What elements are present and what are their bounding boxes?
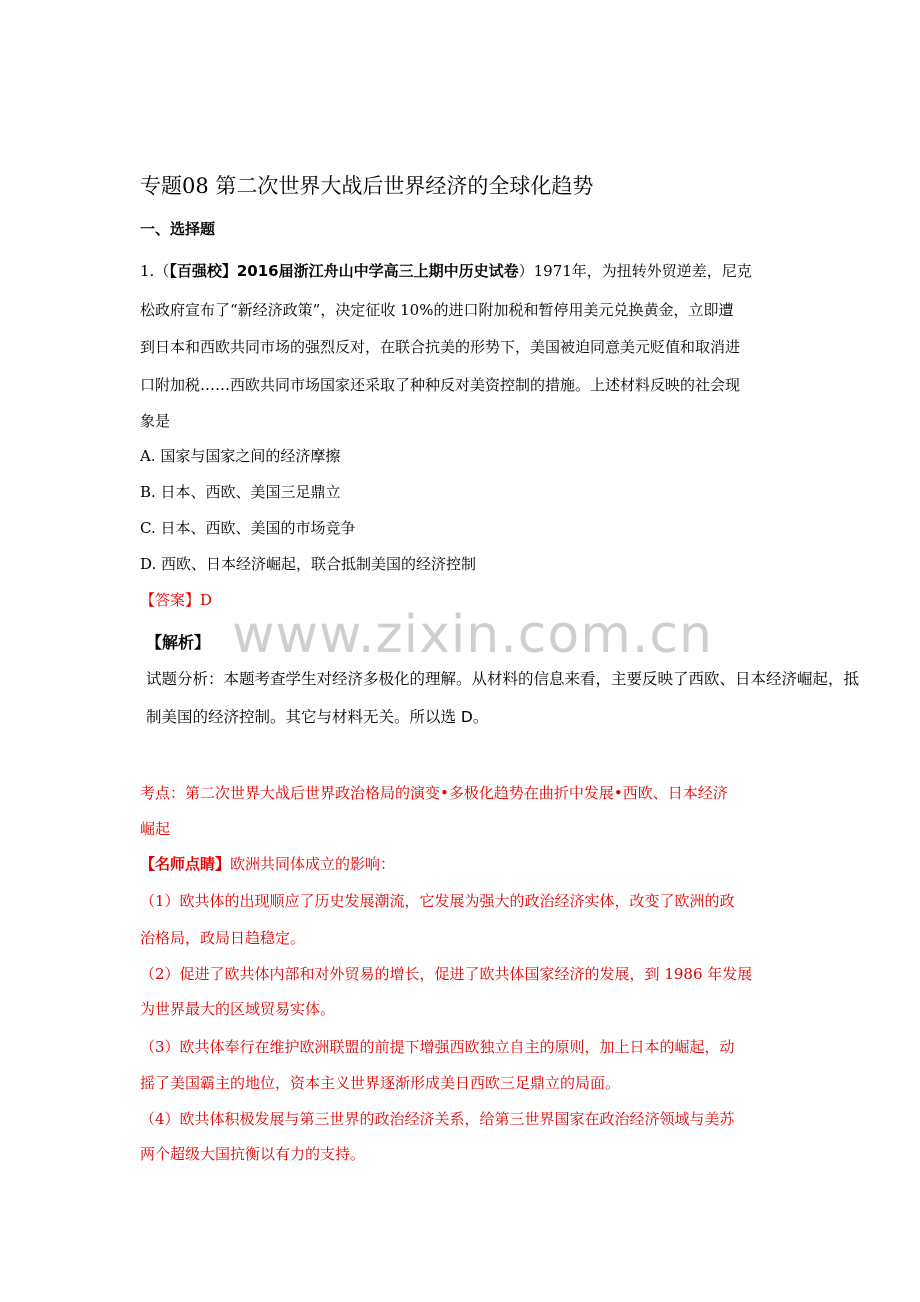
watermark: www.zixin.com.cn — [232, 605, 713, 665]
mingshi-tag: 【名师点睛】 — [140, 855, 231, 873]
page-title: 专题08 第二次世界大战后世界经济的全球化趋势 — [140, 174, 594, 198]
question-text: 1971年，为扭转外贸逆差，尼克 — [533, 262, 752, 280]
mingshi-line: 两个超级大国抗衡以有力的支持。 — [140, 1145, 366, 1163]
analysis-text: 试题分析：本题考查学生对经济多极化的理解。从材料的信息来看，主要反映了西欧、日本经济崛起，抵 — [146, 670, 860, 688]
question-source: 【百强校】2016届浙江舟山中学高三上期中历史试卷 — [169, 262, 519, 280]
analysis-heading: 【解析】 — [146, 633, 211, 652]
option-c: C. 日本、西欧、美国的市场竞争 — [140, 519, 356, 537]
question-number: 1. — [140, 262, 155, 280]
question-text: 象是 — [140, 412, 171, 430]
mingshi-line: （3）欧共体奉行在维护欧洲联盟的前提下增强西欧独立自主的原则，加上日本的崛起，动 — [140, 1038, 735, 1056]
mingshi-line: 摇了美国霸主的地位，资本主义世界逐渐形成美日西欧三足鼎立的局面。 — [140, 1074, 621, 1092]
question-text: 口附加税……西欧共同市场国家还采取了种种反对美资控制的措施。上述材料反映的社会现 — [140, 376, 741, 394]
answer: 【答案】D — [140, 591, 213, 609]
analysis-text: 制美国的经济控制。其它与材料无关。所以选 D。 — [146, 708, 489, 726]
question-text: 到日本和西欧共同市场的强烈反对，在联合抗美的形势下，美国被迫同意美元贬值和取消进 — [140, 338, 741, 356]
option-d: D. 西欧、日本经济崛起，联合抵制美国的经济控制 — [140, 555, 477, 573]
kaodian-text: 崛起 — [140, 820, 171, 838]
mingshi-line: 治格局，政局日趋稳定。 — [140, 929, 306, 947]
option-b: B. 日本、西欧、美国三足鼎立 — [140, 483, 341, 501]
mingshi-line: （1）欧共体的出现顺应了历史发展潮流，它发展为强大的政治经济实体，改变了欧洲的政 — [140, 892, 735, 910]
mingshi-line: （4）欧共体积极发展与第三世界的政治经济关系，给第三世界国家在政治经济领域与美苏 — [140, 1110, 735, 1128]
mingshi-line: （2）促进了欧共体内部和对外贸易的增长，促进了欧共体国家经济的发展，到 1986 年发展 — [140, 965, 753, 983]
option-a: A. 国家与国家之间的经济摩擦 — [140, 447, 341, 465]
question-first-line: 1.（【百强校】2016届浙江舟山中学高三上期中历史试卷）1971年，为扭转外贸逆差，尼克 — [140, 262, 752, 280]
question-text: 松政府宣布了“新经济政策”，决定征收 10%的进口附加税和暂停用美元兑换黄金，立即遭 — [140, 301, 734, 319]
mingshi-intro: 【名师点睛】欧洲共同体成立的影响： — [140, 855, 396, 873]
kaodian-text: 考点：第二次世界大战后世界政治格局的演变•多极化趋势在曲折中发展•西欧、日本经济 — [140, 784, 728, 802]
mingshi-line: 为世界最大的区域贸易实体。 — [140, 1000, 336, 1018]
section-heading: 一、选择题 — [140, 220, 216, 238]
